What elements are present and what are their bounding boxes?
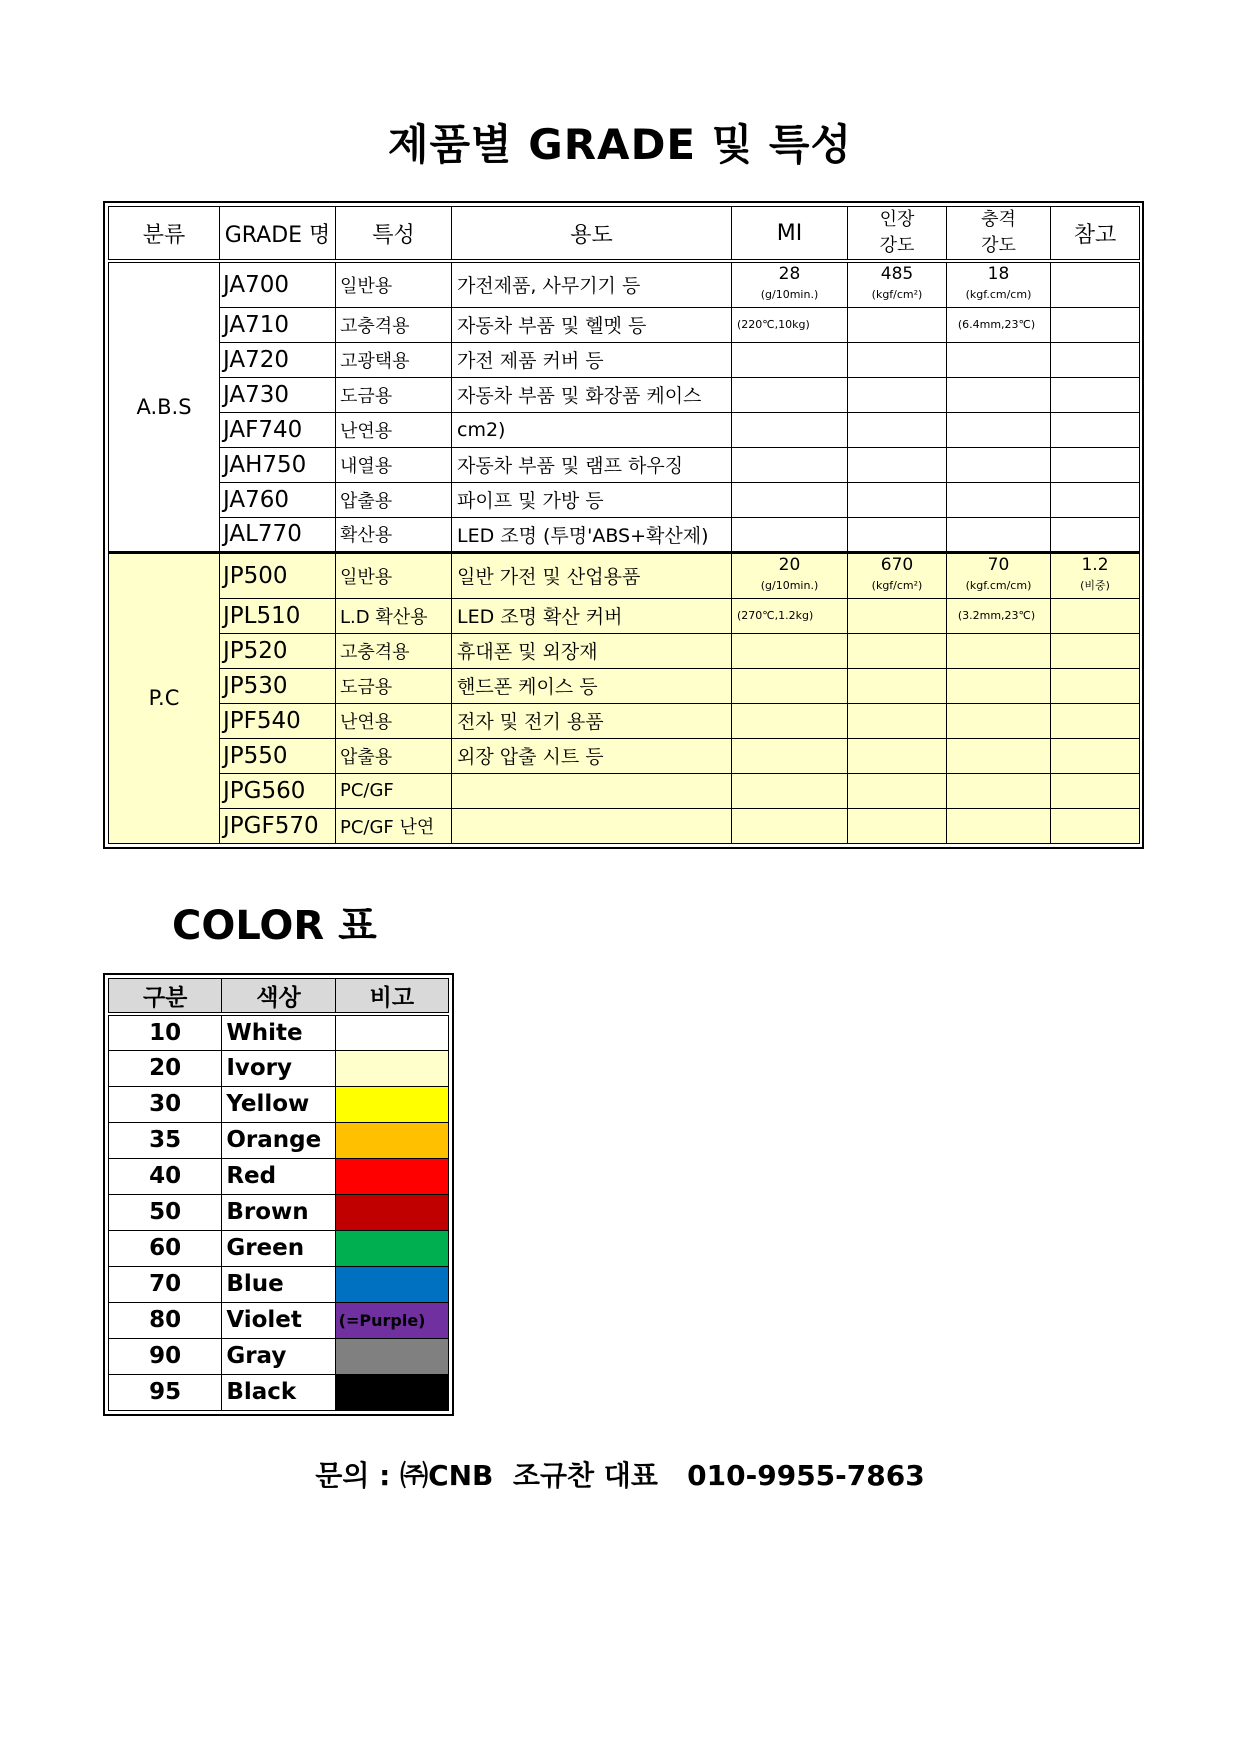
- empty-cell: [848, 633, 947, 668]
- color-row: [109, 1374, 449, 1410]
- company-name: ㈜CNB: [400, 1459, 494, 1492]
- header-feature: 특성: [336, 207, 452, 262]
- empty-cell: [848, 773, 947, 808]
- empty-cell: [1051, 808, 1140, 843]
- grade-feature: 확산용: [336, 517, 452, 552]
- pc-mi-unit: (g/10min.): [760, 579, 819, 592]
- contact-label: 문의 :: [315, 1459, 391, 1492]
- header-impact-line2: 강도: [981, 235, 1016, 256]
- empty-cell: [732, 377, 848, 412]
- table-row: [109, 808, 1140, 843]
- header-mi: MI: [732, 207, 848, 262]
- header-note: 참고: [1051, 207, 1140, 262]
- grade-usage: 핸드폰 케이스 등: [452, 668, 732, 703]
- pc-tensile-unit: (kgf/cm²): [871, 579, 923, 592]
- empty-cell: [947, 482, 1051, 517]
- empty-cell: [947, 342, 1051, 377]
- pc-mi-value: 20: [778, 555, 801, 575]
- empty-cell: [848, 517, 947, 552]
- header-color-code: 구분: [109, 979, 222, 1015]
- grade-usage: 외장 압출 시트 등: [452, 738, 732, 773]
- table-row: [109, 738, 1140, 773]
- color-code: 50: [109, 1194, 222, 1230]
- empty-cell: [732, 517, 848, 552]
- empty-cell: [848, 342, 947, 377]
- table-row: [109, 517, 1140, 552]
- color-code: 10: [109, 1014, 222, 1050]
- empty-cell: [947, 517, 1051, 552]
- color-name: Brown: [222, 1194, 335, 1230]
- header-color-name: 색상: [222, 979, 335, 1015]
- table-row: [109, 703, 1140, 738]
- grade-usage: LED 조명 확산 커버: [452, 598, 732, 633]
- grade-usage: cm2): [452, 412, 732, 447]
- color-swatch: [335, 1194, 448, 1230]
- grade-code: JP530: [220, 668, 336, 703]
- color-row: [109, 1014, 449, 1050]
- empty-cell: [1051, 447, 1140, 482]
- header-tensile-line1: 인장: [879, 209, 915, 230]
- contact-footer: [0, 1454, 1240, 1494]
- header-category: 분류: [109, 207, 220, 262]
- table-row: [109, 342, 1140, 377]
- color-row: [109, 1086, 449, 1122]
- color-code: 20: [109, 1050, 222, 1086]
- grade-usage: 자동차 부품 및 헬멧 등: [452, 307, 732, 342]
- table-row: [109, 598, 1140, 633]
- empty-cell: [1051, 412, 1140, 447]
- grade-feature: PC/GF: [336, 773, 452, 808]
- color-swatch: [335, 1086, 448, 1122]
- empty-cell: [848, 598, 947, 633]
- abs-note: [1051, 261, 1140, 307]
- header-color-note: 비고: [335, 979, 448, 1015]
- grade-code: JAL770: [220, 517, 336, 552]
- color-row: [109, 1338, 449, 1374]
- empty-cell: [848, 447, 947, 482]
- empty-cell: [1051, 377, 1140, 412]
- color-name: Yellow: [222, 1086, 335, 1122]
- color-swatch: [335, 1158, 448, 1194]
- color-row: [109, 1230, 449, 1266]
- grade-feature: 고광택용: [336, 342, 452, 377]
- grade-usage: 가전 제품 커버 등: [452, 342, 732, 377]
- pc-note: [1051, 552, 1140, 598]
- abs-impact-unit: (kgf.cm/cm): [965, 288, 1032, 302]
- grade-feature: 압출용: [336, 738, 452, 773]
- grade-feature: L.D 확산용: [336, 598, 452, 633]
- grade-usage: 가전제품, 사무기기 등: [452, 261, 732, 307]
- empty-cell: [1051, 307, 1140, 342]
- empty-cell: [1051, 633, 1140, 668]
- empty-cell: [732, 668, 848, 703]
- empty-cell: [848, 738, 947, 773]
- grade-code: JP550: [220, 738, 336, 773]
- grade-code: JPF540: [220, 703, 336, 738]
- color-row: [109, 1302, 449, 1338]
- empty-cell: [1051, 598, 1140, 633]
- empty-cell: [848, 668, 947, 703]
- empty-cell: [732, 808, 848, 843]
- color-name: Orange: [222, 1122, 335, 1158]
- grade-feature: 고충격용: [336, 307, 452, 342]
- pc-tensile: [848, 552, 947, 598]
- color-row: [109, 1122, 449, 1158]
- color-swatch: [335, 1014, 448, 1050]
- grade-code: JAH750: [220, 447, 336, 482]
- table-row: [109, 552, 1140, 598]
- empty-cell: [732, 342, 848, 377]
- grade-feature: 내열용: [336, 447, 452, 482]
- grade-feature: 일반용: [336, 552, 452, 598]
- table-row: [109, 377, 1140, 412]
- grade-code: JPGF570: [220, 808, 336, 843]
- pc-mi-condition: (270℃,1.2kg): [732, 598, 848, 633]
- empty-cell: [1051, 482, 1140, 517]
- grade-code: JA700: [220, 261, 336, 307]
- grade-feature: 난연용: [336, 703, 452, 738]
- empty-cell: [848, 377, 947, 412]
- empty-cell: [947, 738, 1051, 773]
- pc-mi: [732, 552, 848, 598]
- grade-usage: 파이프 및 가방 등: [452, 482, 732, 517]
- color-section-title: COLOR 표: [172, 903, 377, 949]
- empty-cell: [848, 482, 947, 517]
- color-name: Violet: [222, 1302, 335, 1338]
- grade-usage: 자동차 부품 및 램프 하우징: [452, 447, 732, 482]
- table-row: [109, 773, 1140, 808]
- empty-cell: [848, 307, 947, 342]
- color-table-body: [109, 1014, 449, 1410]
- category-abs: A.B.S: [109, 261, 220, 552]
- grade-code: JPL510: [220, 598, 336, 633]
- abs-mi-value: 28: [778, 264, 801, 285]
- table-row: [109, 261, 1140, 307]
- color-row: [109, 1266, 449, 1302]
- color-swatch: [335, 1266, 448, 1302]
- grade-usage: LED 조명 (투명'ABS+확산제): [452, 517, 732, 552]
- grade-feature: 도금용: [336, 377, 452, 412]
- color-code: 35: [109, 1122, 222, 1158]
- table-row: [109, 412, 1140, 447]
- table-row: [109, 668, 1140, 703]
- color-code: 30: [109, 1086, 222, 1122]
- grade-feature: 일반용: [336, 261, 452, 307]
- empty-cell: [732, 412, 848, 447]
- empty-cell: [947, 808, 1051, 843]
- contact-person: 조규찬 대표: [512, 1459, 658, 1492]
- empty-cell: [732, 773, 848, 808]
- header-tensile-strength: [848, 207, 947, 262]
- grade-usage: 전자 및 전기 용품: [452, 703, 732, 738]
- color-swatch: (=Purple): [335, 1302, 448, 1338]
- color-row: [109, 1158, 449, 1194]
- empty-cell: [947, 773, 1051, 808]
- pc-impact-value: 70: [987, 555, 1010, 575]
- empty-cell: [848, 808, 947, 843]
- empty-cell: [848, 703, 947, 738]
- color-table-frame: [103, 973, 454, 1416]
- grade-code: JP500: [220, 552, 336, 598]
- color-name: Red: [222, 1158, 335, 1194]
- empty-cell: [1051, 738, 1140, 773]
- grade-table-header-row: [109, 207, 1140, 262]
- grade-code: JA720: [220, 342, 336, 377]
- color-table-header-row: [109, 979, 449, 1015]
- abs-impact-value: 18: [987, 264, 1010, 285]
- color-code: 80: [109, 1302, 222, 1338]
- color-name: White: [222, 1014, 335, 1050]
- abs-mi-unit: (g/10min.): [760, 288, 819, 302]
- grade-usage: 일반 가전 및 산업용품: [452, 552, 732, 598]
- color-code: 60: [109, 1230, 222, 1266]
- color-name: Gray: [222, 1338, 335, 1374]
- grade-feature: 난연용: [336, 412, 452, 447]
- pc-impact-unit: (kgf.cm/cm): [965, 579, 1032, 592]
- table-row: [109, 482, 1140, 517]
- grade-code: JAF740: [220, 412, 336, 447]
- color-row: [109, 1194, 449, 1230]
- color-code: 95: [109, 1374, 222, 1410]
- abs-tensile: [848, 261, 947, 307]
- empty-cell: [947, 668, 1051, 703]
- grade-usage: [452, 808, 732, 843]
- phone-number: 010-9955-7863: [687, 1459, 925, 1492]
- color-name: Ivory: [222, 1050, 335, 1086]
- empty-cell: [947, 377, 1051, 412]
- pc-impact: [947, 552, 1051, 598]
- color-name: Green: [222, 1230, 335, 1266]
- grade-usage: [452, 773, 732, 808]
- empty-cell: [1051, 342, 1140, 377]
- grade-code: JA710: [220, 307, 336, 342]
- abs-tensile-value: 485: [880, 264, 914, 285]
- grade-feature: PC/GF 난연: [336, 808, 452, 843]
- table-row: [109, 633, 1140, 668]
- abs-mi: [732, 261, 848, 307]
- pc-note-value: 1.2: [1081, 555, 1109, 575]
- empty-cell: [947, 412, 1051, 447]
- color-swatch: [335, 1050, 448, 1086]
- table-row: [109, 447, 1140, 482]
- color-name: Blue: [222, 1266, 335, 1302]
- grade-code: JA730: [220, 377, 336, 412]
- grade-usage: 자동차 부품 및 화장품 케이스: [452, 377, 732, 412]
- grade-table: [108, 206, 1140, 844]
- abs-mi-condition: (220℃,10kg): [732, 307, 848, 342]
- color-code: 90: [109, 1338, 222, 1374]
- header-grade: GRADE 명: [220, 207, 336, 262]
- header-impact-strength: [947, 207, 1051, 262]
- empty-cell: [1051, 668, 1140, 703]
- category-pc: P.C: [109, 552, 220, 843]
- empty-cell: [732, 447, 848, 482]
- color-code: 40: [109, 1158, 222, 1194]
- color-table: [108, 978, 449, 1411]
- grade-table-frame: [103, 201, 1144, 849]
- pc-note-unit: (비중): [1080, 579, 1110, 592]
- empty-cell: [1051, 703, 1140, 738]
- empty-cell: [947, 703, 1051, 738]
- page-title: 제품별 GRADE 및 특성: [387, 120, 853, 169]
- color-row: [109, 1050, 449, 1086]
- abs-tensile-unit: (kgf/cm²): [871, 288, 923, 302]
- empty-cell: [947, 633, 1051, 668]
- header-impact-line1: 충격: [981, 209, 1016, 230]
- empty-cell: [848, 412, 947, 447]
- empty-cell: [732, 703, 848, 738]
- table-row: [109, 307, 1140, 342]
- grade-code: JA760: [220, 482, 336, 517]
- empty-cell: [732, 482, 848, 517]
- pc-impact-condition: (3.2mm,23℃): [947, 598, 1051, 633]
- empty-cell: [1051, 773, 1140, 808]
- color-name: Black: [222, 1374, 335, 1410]
- color-swatch: [335, 1230, 448, 1266]
- empty-cell: [1051, 517, 1140, 552]
- grade-feature: 압출용: [336, 482, 452, 517]
- grade-feature: 고충격용: [336, 633, 452, 668]
- grade-code: JP520: [220, 633, 336, 668]
- grade-usage: 휴대폰 및 외장재: [452, 633, 732, 668]
- header-usage: 용도: [452, 207, 732, 262]
- color-swatch: [335, 1374, 448, 1410]
- header-tensile-line2: 강도: [879, 235, 915, 256]
- grade-feature: 도금용: [336, 668, 452, 703]
- color-swatch: [335, 1338, 448, 1374]
- color-swatch: [335, 1122, 448, 1158]
- color-code: 70: [109, 1266, 222, 1302]
- abs-impact: [947, 261, 1051, 307]
- abs-impact-condition: (6.4mm,23℃): [947, 307, 1051, 342]
- empty-cell: [732, 738, 848, 773]
- pc-tensile-value: 670: [880, 555, 914, 575]
- empty-cell: [732, 633, 848, 668]
- empty-cell: [947, 447, 1051, 482]
- grade-code: JPG560: [220, 773, 336, 808]
